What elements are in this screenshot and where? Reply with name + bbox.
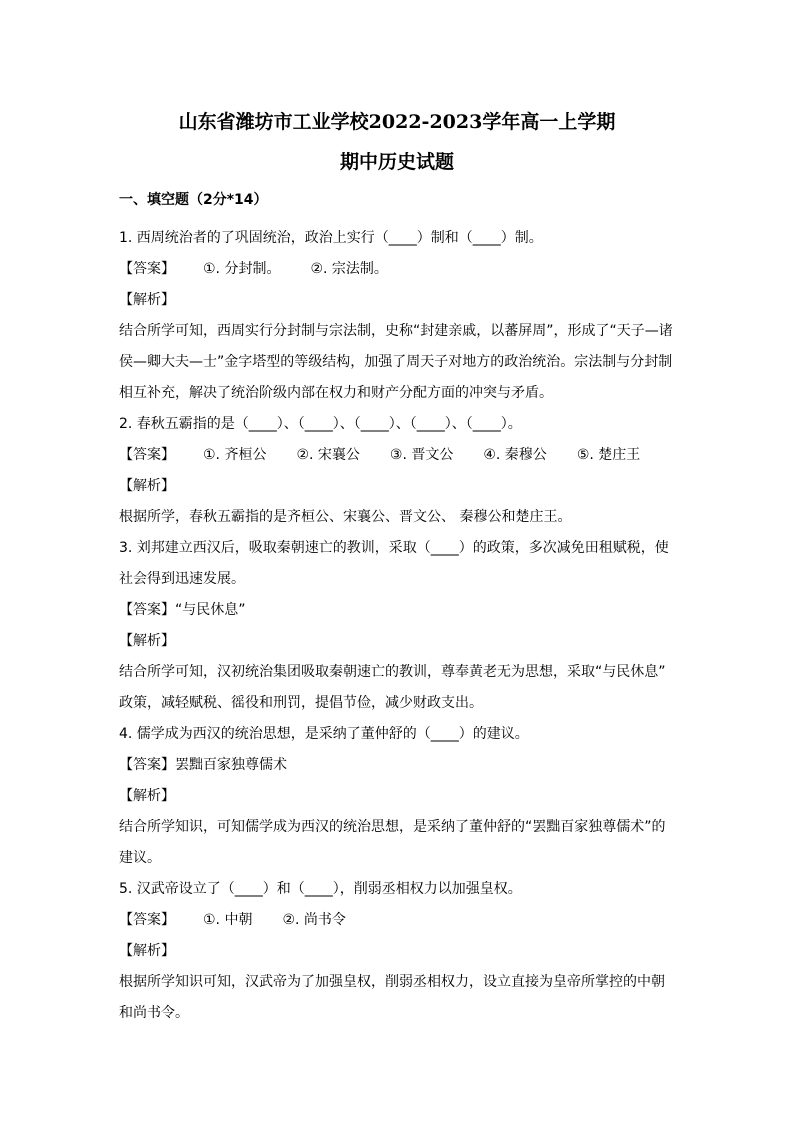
answer-option: ④. 秦穆公 — [483, 447, 547, 463]
question-5-analysis-line: 和尚书令。 — [119, 1005, 189, 1021]
question-4-analysis-line: 建议。 — [119, 850, 161, 866]
question-5-text: 5. 汉武帝设立了（____）和（____），削弱丞相权力以加强皇权。 — [119, 881, 522, 897]
question-3-text: 社会得到迅速发展。 — [119, 571, 245, 587]
question-2-text: 2. 春秋五霸指的是（____）、（____）、（____）、（____）、（____）。 — [119, 416, 522, 432]
answer-option: ①. 中朝 — [203, 912, 253, 928]
question-5-answer — [119, 911, 346, 929]
question-2-analysis-label: 【解析】 — [119, 478, 175, 494]
answer-option: ②. 宗法制。 — [310, 261, 388, 277]
question-1-text: 1. 西周统治者的了巩固统治，政治上实行（____）制和（____）制。 — [119, 230, 543, 246]
answer-label: 【答案】 — [119, 602, 175, 618]
answer-text: 罢黜百家独尊儒术 — [175, 757, 287, 773]
question-3-text: 3. 刘邦建立西汉后，吸取秦朝速亡的教训，采取（____）的政策，多次减免田租赋税，使 — [119, 540, 669, 556]
exam-title-line2: 期中历史试题 — [339, 151, 454, 173]
answer-option: ①. 分封制。 — [203, 261, 281, 277]
answer-label: 【答案】 — [119, 912, 175, 928]
answer-option: ②. 尚书令 — [282, 912, 346, 928]
question-2-answer — [119, 446, 640, 464]
question-1-analysis-line: 侯—卿大夫—士”金字塔型的等级结构，加强了周天子对地方的政治统治。宗法制与分封制 — [119, 354, 673, 370]
question-3-analysis-line: 政策，减轻赋税、徭役和刑罚，提倡节俭，减少财政支出。 — [119, 695, 483, 711]
answer-label: 【答案】 — [119, 757, 175, 773]
question-1-analysis-label: 【解析】 — [119, 292, 175, 308]
answer-label: 【答案】 — [119, 261, 175, 277]
question-1-answer — [119, 260, 388, 278]
question-3-analysis-label: 【解析】 — [119, 633, 175, 649]
section-heading: 一、填空题（2分*14） — [119, 192, 268, 208]
question-4-analysis-line: 结合所学知识，可知儒学成为西汉的统治思想，是采纳了董仲舒的“罢黜百家独尊儒术”的 — [119, 819, 666, 835]
question-5-analysis-label: 【解析】 — [119, 943, 175, 959]
question-4-answer — [119, 756, 287, 774]
question-3-analysis-line: 结合所学可知，汉初统治集团吸取秦朝速亡的教训，尊奉黄老无为思想，采取“与民休息” — [119, 664, 666, 680]
question-1-analysis-line: 结合所学可知，西周实行分封制与宗法制，史称“封建亲戚，以蕃屏周”，形成了“天子—诸 — [119, 323, 673, 339]
answer-label: 【答案】 — [119, 447, 175, 463]
answer-text: “与民休息” — [175, 602, 246, 618]
answer-option: ②. 宋襄公 — [296, 447, 360, 463]
answer-option: ⑤. 楚庄王 — [576, 447, 641, 463]
answer-option: ①. 齐桓公 — [203, 447, 267, 463]
question-4-analysis-label: 【解析】 — [119, 788, 175, 804]
question-3-answer — [119, 601, 246, 619]
question-2-analysis-line: 根据所学，春秋五霸指的是齐桓公、宋襄公、晋文公、 秦穆公和楚庄王。 — [119, 509, 572, 525]
exam-title-line1: 山东省潍坊市工业学校2022-2023学年高一上学期 — [178, 111, 616, 133]
question-5-analysis-line: 根据所学知识可知，汉武帝为了加强皇权，削弱丞相权力，设立直接为皇帝所掌控的中朝 — [119, 974, 665, 990]
answer-option: ③. 晋文公 — [389, 447, 454, 463]
question-1-analysis-line: 相互补充，解决了统治阶级内部在权力和财产分配方面的冲突与矛盾。 — [119, 385, 553, 401]
question-4-text: 4. 儒学成为西汉的统治思想，是采纳了董仲舒的（____）的建议。 — [119, 726, 529, 742]
